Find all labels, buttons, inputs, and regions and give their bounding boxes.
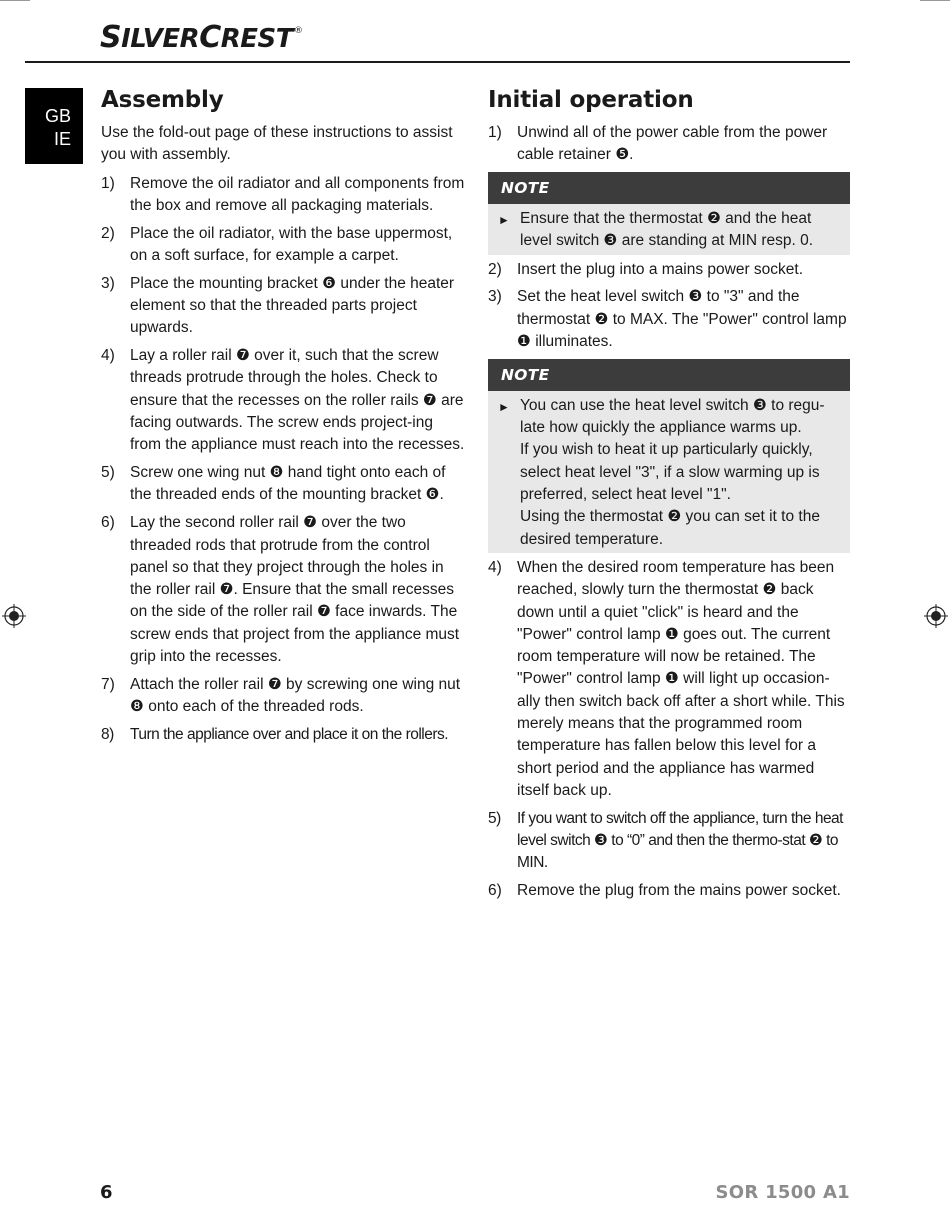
model-number: SOR 1500 A1 [715, 1182, 850, 1203]
page-number: 6 [100, 1182, 113, 1203]
registration-mark-icon [2, 604, 26, 628]
list-item: 1) Remove the oil radiator and all components from the box and remove all packaging materials. [101, 174, 465, 214]
section-intro: Use the fold-out page of these instructions to assist you with assembly. [101, 124, 453, 164]
language-code: GB [44, 106, 71, 126]
note-body [488, 391, 850, 553]
initial-operation-section [488, 84, 850, 908]
operation-steps [488, 122, 850, 167]
language-tab [25, 88, 83, 164]
note-text: If you wish to heat it up particularly quickly, select heat level "3", if a slow warming up is preferred, select heat level "1". [520, 441, 820, 504]
list-item: 6) Lay the second roller rail ❼ over the two threaded rods that protrude from the control panel so that they project through the holes in the roller rail ❼. Ensure that the small recesses on the side of the roller rail ❼ face inwards. The screw ends that project from the appliance must grip into the recesses. [101, 514, 460, 666]
list-item: 8) Turn the appliance over and place it on the rollers. [101, 725, 449, 743]
operation-steps [488, 557, 850, 902]
note-body [488, 204, 850, 255]
list-item: 3) Place the mounting bracket ❻ under the heater element so that the threaded parts project upwards. [101, 274, 455, 337]
note-heading: NOTE [488, 359, 850, 391]
bullet-arrow-icon: ► [498, 399, 510, 414]
list-item: 6) Remove the plug from the mains power socket. [488, 882, 841, 900]
list-item: 5) Screw one wing nut ❽ hand tight onto each of the threaded ends of the mounting bracket ❻. [101, 464, 446, 504]
crop-mark [0, 0, 30, 1]
list-item: 5) If you want to switch off the appliance, turn the heat level switch ❸ to “0” and then the thermo-stat ❷ to MIN. [488, 809, 843, 872]
list-item: 1) Unwind all of the power cable from the power cable retainer ❺. [488, 124, 828, 164]
assembly-section [101, 84, 465, 752]
list-item: 3) Set the heat level switch ❸ to "3" and the thermostat ❷ to MAX. The "Power" control lamp ❶ illuminates. [488, 288, 847, 351]
note-text: Ensure that the thermostat ❷ and the heat level switch ❸ are standing at MIN resp. 0. [520, 210, 814, 250]
section-title: Initial operation [488, 87, 694, 113]
assembly-steps [101, 173, 465, 747]
list-item: 7) Attach the roller rail ❼ by screwing one wing nut ❽ onto each of the threaded rods. [101, 675, 461, 716]
note-box [488, 359, 850, 553]
bullet-arrow-icon: ► [498, 213, 510, 228]
operation-steps [488, 259, 850, 354]
note-box [488, 172, 850, 255]
list-item: 2) Place the oil radiator, with the base uppermost, on a soft surface, for example a carpet. [101, 224, 453, 264]
note-text: You can use the heat level switch ❸ to regu-late how quickly the appliance warms up. [520, 396, 825, 437]
language-code: IE [53, 129, 71, 149]
list-item: 2) Insert the plug into a mains power socket. [488, 260, 804, 278]
list-item: 4) Lay a roller rail ❼ over it, such that the screw threads protrude through the holes. Check to ensure that the recesses on the roller rails ❼ are facing outwards. The screw ends project-ing from the appliance must reach into the recesses. [101, 347, 465, 454]
crop-mark [920, 0, 950, 1]
list-item: 4) When the desired room temperature has been reached, slowly turn the thermostat ❷ back down until a quiet "click" is heard and the "Power" control lamp ❶ goes out. The current room temperature will now be retained. The "Power" control lamp ❶ will light up occasion-ally then switch back off after a short while. This merely means that the programmed room temperature has fallen below this level for a short period and the appliance has warmed itself back up. [488, 558, 845, 799]
brand-logo: SILVERCREST® [100, 20, 303, 55]
registration-mark-icon [924, 604, 948, 628]
section-title: Assembly [101, 87, 224, 113]
note-heading: NOTE [488, 172, 850, 204]
note-text: Using the thermostat ❷ you can set it to the desired temperature. [520, 508, 820, 548]
header-rule [25, 61, 850, 63]
